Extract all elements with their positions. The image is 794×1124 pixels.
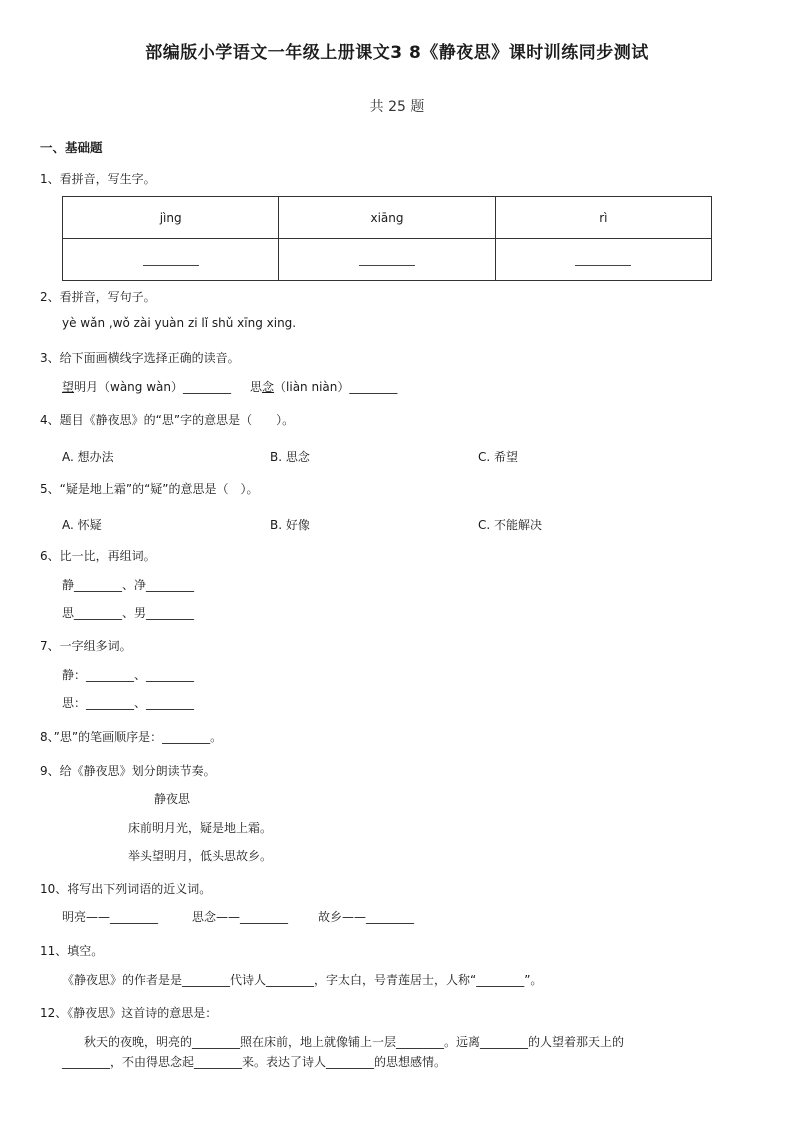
question-7-label: 7、一字组多词。 — [40, 639, 132, 653]
option-a[interactable]: A. 想办法 — [62, 450, 114, 464]
question-9-label: 9、给《静夜思》划分朗读节奏。 — [40, 764, 216, 778]
synonym-item: 故乡——________ — [318, 910, 415, 924]
pinyin-cell: rì — [495, 197, 711, 239]
answer-blank[interactable] — [575, 251, 631, 266]
underlined-char: 望 — [62, 380, 75, 394]
option-b[interactable]: B. 思念 — [270, 450, 310, 464]
question-12-label: 12、《静夜思》这首诗的意思是： — [40, 1006, 218, 1020]
answer-cell[interactable] — [63, 239, 279, 281]
synonym-item: 思念——________ — [192, 910, 289, 924]
meaning-line-2: ________，不由得思念起________来。表达了诗人________的思想感情。 — [62, 1055, 447, 1069]
option-b[interactable]: B. 好像 — [270, 518, 310, 532]
section-heading: 一、基础题 — [40, 140, 103, 155]
poem-title: 静夜思 — [154, 792, 191, 806]
question-8-label: 8、”思”的笔画顺序是：________。 — [40, 730, 223, 744]
document-title: 部编版小学语文一年级上册课文3 8《静夜思》课时训练同步测试 — [145, 43, 649, 63]
question-2-label: 2、看拼音，写句子。 — [40, 290, 156, 304]
poem-line-2: 举头望明月，低头思故乡。 — [128, 849, 273, 863]
compare-line-1: 静________、净________ — [62, 578, 195, 592]
pinyin-table — [62, 196, 712, 281]
answer-cell[interactable] — [495, 239, 711, 281]
answer-blank[interactable] — [359, 251, 415, 266]
option-a[interactable]: A. 怀疑 — [62, 518, 102, 532]
compare-line-2: 思________、男________ — [62, 606, 195, 620]
pinyin-sentence: yè wǎn ,wǒ zài yuàn zi lǐ shǔ xīng xing. — [62, 316, 297, 330]
pinyin-cell: jìng — [63, 197, 279, 239]
option-c[interactable]: C. 希望 — [478, 450, 519, 464]
word-group-line-2: 思：________、________ — [62, 696, 195, 710]
synonym-item: 明亮——________ — [62, 910, 159, 924]
question-6-label: 6、比一比，再组词。 — [40, 549, 156, 563]
question-1-label: 1、看拼音，写生字。 — [40, 172, 156, 186]
poem-line-1: 床前明月光，疑是地上霜。 — [128, 821, 273, 835]
reading-choice-text: 明月（wàng wàn）________ — [74, 380, 231, 394]
reading-choice-text: 思 — [250, 380, 263, 394]
question-3-label: 3、给下面画横线字选择正确的读音。 — [40, 351, 240, 365]
question-count: 共 25 题 — [369, 99, 425, 115]
reading-choice-text: （liàn niàn）________ — [274, 380, 398, 394]
meaning-line-1: 秋天的夜晚，明亮的________照在床前，地上就像铺上一层________。远离________的人望着那天上的 — [84, 1035, 625, 1049]
reading-choice-2 — [250, 378, 397, 395]
word-group-line-1: 静：________、________ — [62, 668, 195, 682]
question-4-label: 4、题目《静夜思》的“思”字的意思是（ ）。 — [40, 413, 295, 427]
underlined-char: 念 — [262, 380, 275, 394]
pinyin-cell: xiāng — [279, 197, 495, 239]
answer-blank[interactable] — [143, 251, 199, 266]
question-10-label: 10、将写出下列词语的近义词。 — [40, 882, 212, 896]
answer-cell[interactable] — [279, 239, 495, 281]
question-11-label: 11、填空。 — [40, 944, 104, 958]
fill-blank-line: 《静夜思》的作者是是________代诗人________，字太白，号青莲居士，人称“________”。 — [62, 973, 543, 987]
question-5-label: 5、“疑是地上霜”的“疑”的意思是（ ）。 — [40, 482, 259, 496]
reading-choice-1 — [62, 378, 231, 395]
option-c[interactable]: C. 不能解决 — [478, 518, 543, 532]
